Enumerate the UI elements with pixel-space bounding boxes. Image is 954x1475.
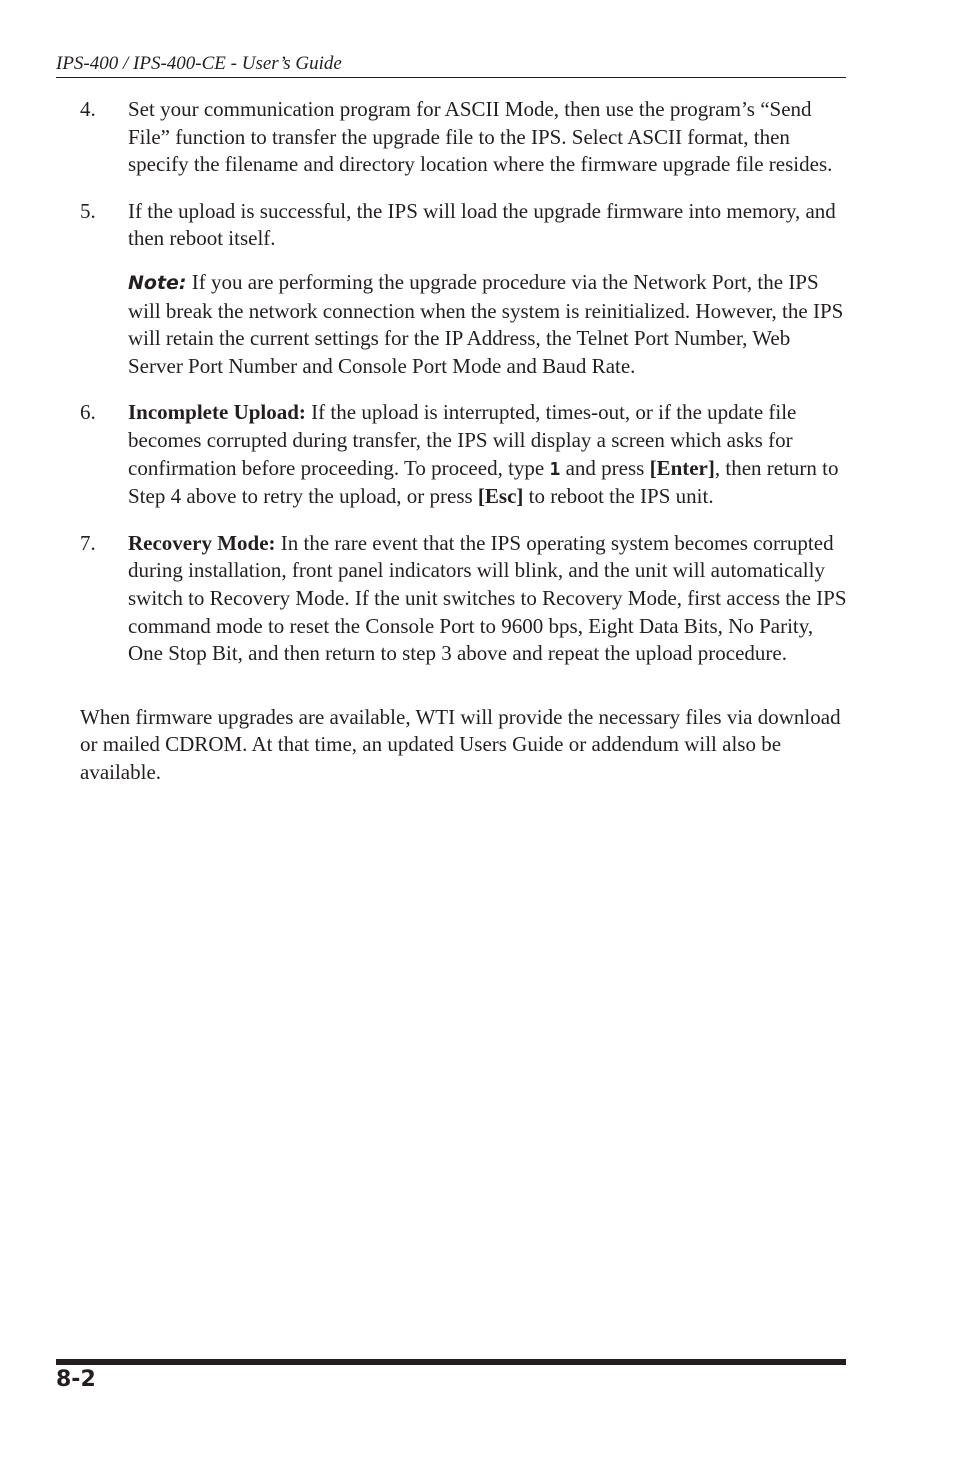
step-text-part: In the rare event that the IPS operating system becomes corrupted during installation, front panel indicators will blink, and the unit will automatically switch to Recovery Mode. If the unit switches to Recovery Mode, first access the IPS command mode to reset the Console Port to 9600 bps, Eight Data Bits, No Parity, One Stop Bit, and then return to step 3 above and repeat the upload procedure. <box>128 530 847 666</box>
esc-key: [Esc] <box>477 484 524 509</box>
step-5 <box>80 198 850 253</box>
step-text-part: , then return to Step 4 above to retry the upload, or press <box>128 455 839 509</box>
step-4 <box>80 96 850 179</box>
step-6 <box>80 399 850 510</box>
step-text: Set your communication program for ASCII Mode, then use the program’s “Send File” function to transfer the upgrade file to the IPS. Select ASCII format, then specify the filename and directory location where the firmware upgrade file resides. <box>128 97 833 177</box>
step-text-part: and press <box>560 455 650 480</box>
code-input: 1 <box>549 458 561 480</box>
running-header <box>56 51 846 78</box>
enter-key: [Enter] <box>649 455 715 480</box>
step-text <box>128 530 850 668</box>
closing-paragraph: When firmware upgrades are available, WTI will provide the necessary files via download or mailed CDROM. At that time, an updated Users Guide or addendum will also be available. <box>80 704 841 784</box>
step-number: 7. <box>80 530 96 555</box>
page-number: 8-2 <box>56 1367 96 1392</box>
header-title: IPS-400 / IPS-400-CE - User’s Guide <box>56 53 342 74</box>
step-text-part: If the upload is interrupted, times-out, or if the update file becomes corrupted during transfer, the IPS will display a screen which asks for confirmation before proceeding. To proceed, type <box>128 400 797 480</box>
footer-rule <box>56 1359 846 1365</box>
step-lead: Incomplete Upload: <box>128 400 306 425</box>
step-7 <box>80 530 850 668</box>
step-lead: Recovery Mode: <box>128 530 276 555</box>
step-number: 5. <box>80 198 96 223</box>
step-text: If the upload is successful, the IPS will load the upgrade firmware into memory, and then reboot itself. <box>128 198 836 251</box>
step-number: 6. <box>80 400 96 425</box>
page-body <box>80 96 850 807</box>
step-text <box>128 399 850 510</box>
step-number: 4. <box>80 97 96 121</box>
note-text: If you are performing the upgrade procedure via the Network Port, the IPS will break the network connection when the system is reinitialized. However, the IPS will retain the current settings for the IP Address, the Telnet Port Number, Web Server Port Number and Console Port Mode and Baud Rate. <box>128 269 844 378</box>
step-text-part: to reboot the IPS unit. <box>523 484 714 509</box>
note-label: Note: <box>128 271 187 294</box>
note-block <box>128 269 850 380</box>
